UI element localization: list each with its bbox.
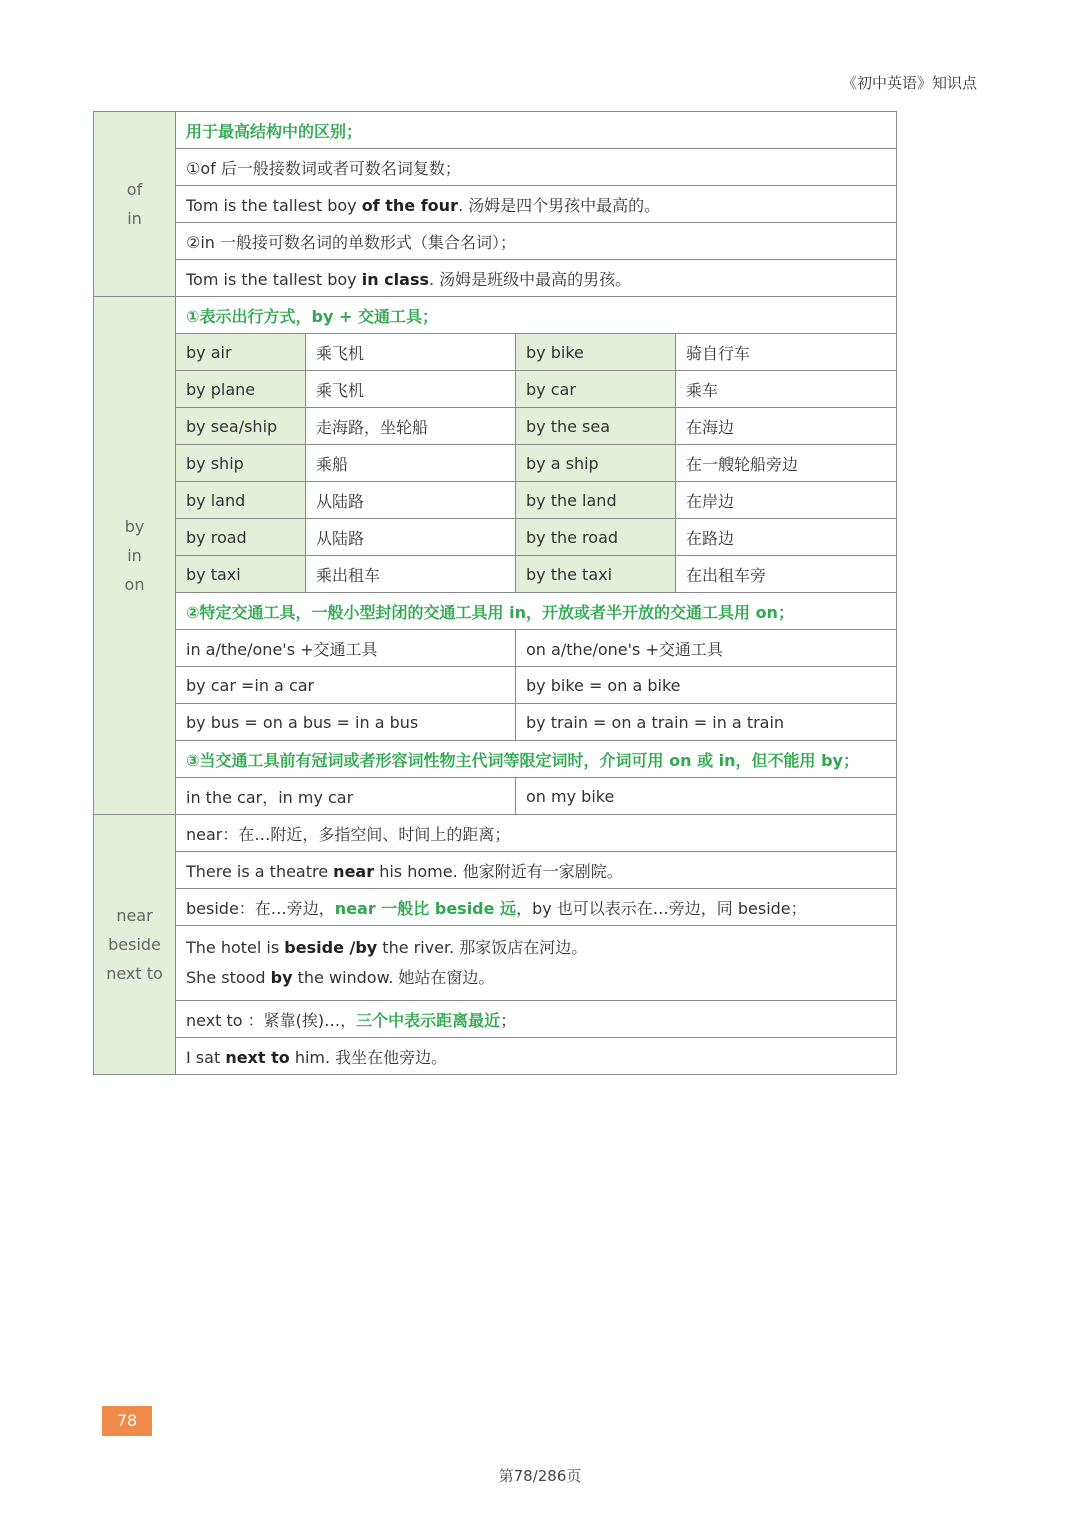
table-row bbox=[94, 778, 897, 815]
meaning-cell: 乘出租车 bbox=[306, 556, 516, 593]
keyword-in: in bbox=[127, 209, 142, 228]
keyword-cell-by-in-on bbox=[94, 297, 176, 815]
section-title-of-in: 用于最高结构中的区别； bbox=[176, 112, 897, 149]
pair-right: by train = on a train = in a train bbox=[516, 704, 897, 741]
meaning-cell: 乘车 bbox=[676, 371, 897, 408]
keyword-on: on bbox=[124, 575, 145, 594]
meaning-cell: 乘船 bbox=[306, 445, 516, 482]
phrase-cell: by the taxi bbox=[516, 556, 676, 593]
meaning-cell: 在岸边 bbox=[676, 482, 897, 519]
meaning-cell: 乘飞机 bbox=[306, 371, 516, 408]
meaning-cell: 从陆路 bbox=[306, 482, 516, 519]
pair-left: in a/the/one's +交通工具 bbox=[176, 630, 516, 667]
phrase-cell: by the land bbox=[516, 482, 676, 519]
section-title-transport: ①表示出行方式，by + 交通工具； bbox=[176, 297, 897, 334]
phrase-cell: by car bbox=[516, 371, 676, 408]
pair-right: by bike = on a bike bbox=[516, 667, 897, 704]
meaning-cell: 骑自行车 bbox=[676, 334, 897, 371]
phrase-cell: by the road bbox=[516, 519, 676, 556]
pair-right: on my bike bbox=[516, 778, 897, 815]
rule-near: near：在…附近，多指空间、时间上的距离； bbox=[176, 815, 897, 852]
table-row bbox=[94, 371, 897, 408]
section-title-determiners: ③当交通工具前有冠词或者形容词性物主代词等限定词时，介词可用 on 或 in，但不能用 by； bbox=[176, 741, 897, 778]
keyword-by: by bbox=[124, 517, 145, 536]
table-row bbox=[94, 556, 897, 593]
table-row bbox=[94, 334, 897, 371]
table-row bbox=[94, 667, 897, 704]
table-row bbox=[94, 482, 897, 519]
section-title-specific-transport: ②特定交通工具，一般小型封闭的交通工具用 in，开放或者半开放的交通工具用 on； bbox=[176, 593, 897, 630]
rule-of: ①of 后一般接数词或者可数名词复数； bbox=[176, 149, 897, 186]
meaning-cell: 在出租车旁 bbox=[676, 556, 897, 593]
page-number-badge: 78 bbox=[102, 1406, 152, 1436]
phrase-cell: by sea/ship bbox=[176, 408, 306, 445]
example-beside: The hotel is beside /by the river. 那家饭店在河边。 She stood by the window. 她站在窗边。 bbox=[176, 926, 897, 1001]
keyword-beside: beside bbox=[108, 935, 161, 954]
table-row bbox=[94, 445, 897, 482]
pair-right: on a/the/one's +交通工具 bbox=[516, 630, 897, 667]
meaning-cell: 走海路，坐轮船 bbox=[306, 408, 516, 445]
phrase-cell: by a ship bbox=[516, 445, 676, 482]
example-near: There is a theatre near his home. 他家附近有一家剧院。 bbox=[176, 852, 897, 889]
meaning-cell: 乘飞机 bbox=[306, 334, 516, 371]
meaning-cell: 在海边 bbox=[676, 408, 897, 445]
phrase-cell: by land bbox=[176, 482, 306, 519]
rule-beside: beside：在…旁边，near 一般比 beside 远，by 也可以表示在…旁边，同 beside； bbox=[176, 889, 897, 926]
page-footer-label: 第78/286页 bbox=[498, 1467, 582, 1485]
keyword-cell-near-beside-next-to bbox=[94, 815, 176, 1075]
meaning-cell: 从陆路 bbox=[306, 519, 516, 556]
pair-left: by car =in a car bbox=[176, 667, 516, 704]
meaning-cell: 在路边 bbox=[676, 519, 897, 556]
rule-next-to: next to ：紧靠(挨)…，三个中表示距离最近； bbox=[176, 1001, 897, 1038]
phrase-cell: by bike bbox=[516, 334, 676, 371]
meaning-cell: 在一艘轮船旁边 bbox=[676, 445, 897, 482]
phrase-cell: by taxi bbox=[176, 556, 306, 593]
keyword-of: of bbox=[126, 180, 143, 199]
phrase-cell: by ship bbox=[176, 445, 306, 482]
pair-left: in the car，in my car bbox=[176, 778, 516, 815]
table-row bbox=[94, 630, 897, 667]
phrase-cell: by air bbox=[176, 334, 306, 371]
example-in: Tom is the tallest boy in class. 汤姆是班级中最高的男孩。 bbox=[176, 260, 897, 297]
phrase-cell: by plane bbox=[176, 371, 306, 408]
table-row bbox=[94, 704, 897, 741]
table-row bbox=[94, 408, 897, 445]
keyword-near: near bbox=[116, 906, 153, 925]
document-header-title: 《初中英语》知识点 bbox=[841, 74, 977, 92]
keyword-next-to: next to bbox=[106, 964, 163, 983]
example-next-to: I sat next to him. 我坐在他旁边。 bbox=[176, 1038, 897, 1075]
pair-left: by bus = on a bus = in a bus bbox=[176, 704, 516, 741]
phrase-cell: by the sea bbox=[516, 408, 676, 445]
keyword-in: in bbox=[127, 546, 142, 565]
grammar-table bbox=[93, 111, 897, 1075]
keyword-cell-of-in bbox=[94, 112, 176, 297]
table-row bbox=[94, 519, 897, 556]
rule-in: ②in 一般接可数名词的单数形式（集合名词）； bbox=[176, 223, 897, 260]
phrase-cell: by road bbox=[176, 519, 306, 556]
example-of: Tom is the tallest boy of the four. 汤姆是四个男孩中最高的。 bbox=[176, 186, 897, 223]
